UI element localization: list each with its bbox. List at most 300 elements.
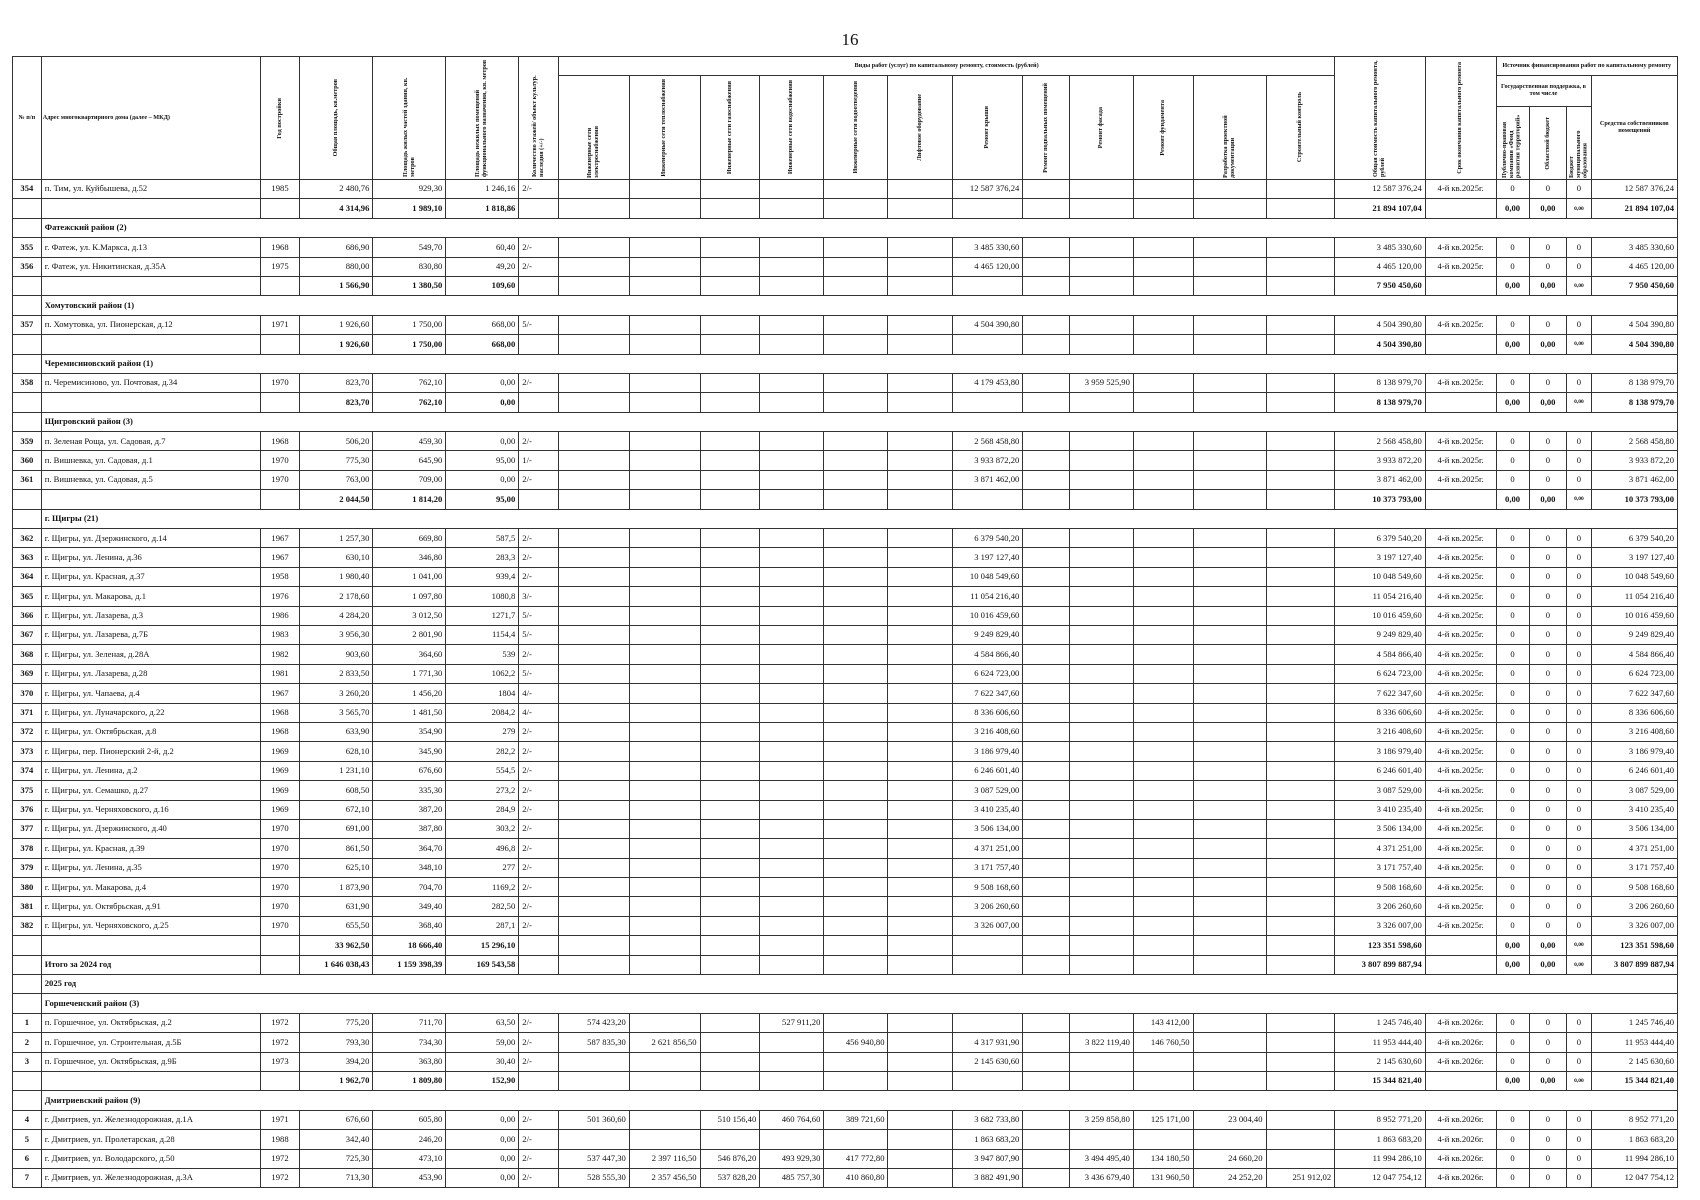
cell-num: 360 <box>13 451 42 470</box>
cell-num: 358 <box>13 373 42 392</box>
cell-living-area: 1 750,00 <box>373 335 446 354</box>
cell-total-area: 33 962,50 <box>300 936 373 955</box>
cell-w7: 9 249 829,40 <box>952 625 1023 644</box>
cell-w8 <box>1023 1168 1069 1187</box>
cell-year: 1985 <box>260 180 300 199</box>
cell-total-cost: 3 506 134,00 <box>1335 819 1426 838</box>
cell-f2: 0 <box>1529 432 1567 451</box>
cell-floors: 2/- <box>519 916 559 935</box>
cell-w10 <box>1133 432 1193 451</box>
cell-w5 <box>824 529 888 548</box>
cell-f4: 3 933 872,20 <box>1591 451 1677 470</box>
cell-w6 <box>888 373 952 392</box>
cell-num: 2 <box>13 1033 42 1052</box>
cell-w1 <box>559 373 630 392</box>
cell-f4: 15 344 821,40 <box>1591 1071 1677 1090</box>
cell-total-cost: 10 016 459,60 <box>1335 606 1426 625</box>
cell-w7: 4 371 251,00 <box>952 839 1023 858</box>
cell-w1 <box>559 916 630 935</box>
cell-floors: 2/- <box>519 180 559 199</box>
col-w7: Ремонт крыши <box>952 76 1023 180</box>
cell-w4 <box>760 1071 824 1090</box>
cell-address: г. Дмитриев, ул. Володарского, д.50 <box>41 1149 260 1168</box>
cell-w10 <box>1133 916 1193 935</box>
cell-f4: 11 994 286,10 <box>1591 1149 1677 1168</box>
cell-total-area: 1 257,30 <box>300 529 373 548</box>
cell-w12 <box>1266 916 1335 935</box>
cell-w5 <box>824 878 888 897</box>
cell-w1 <box>559 276 630 295</box>
cell-year: 1969 <box>260 742 300 761</box>
table-row <box>13 529 1678 548</box>
cell-f2: 0,00 <box>1529 955 1567 974</box>
cell-deadline <box>1425 1071 1496 1090</box>
cell-w8 <box>1023 916 1069 935</box>
cell-w4 <box>760 587 824 606</box>
cell-w6 <box>888 1033 952 1052</box>
cell-w12 <box>1266 315 1335 334</box>
cell-w8 <box>1023 180 1069 199</box>
cell-floors <box>519 199 559 218</box>
cell-w3 <box>700 897 760 916</box>
cell-total-cost: 3 933 872,20 <box>1335 451 1426 470</box>
cell-w2 <box>629 1052 700 1071</box>
cell-w5: 410 860,80 <box>824 1168 888 1187</box>
cell-w2 <box>629 897 700 916</box>
cell-w7: 3 186 979,40 <box>952 742 1023 761</box>
cell-num: 4 <box>13 1110 42 1129</box>
cell-w5 <box>824 373 888 392</box>
cell-w10 <box>1133 529 1193 548</box>
cell-total-area: 725,30 <box>300 1149 373 1168</box>
works-group-header: Виды работ (услуг) по капитальному ремонту, стоимость (рублей) <box>559 57 1335 76</box>
cell-floors: 3/- <box>519 587 559 606</box>
cell-total-cost: 8 336 606,60 <box>1335 703 1426 722</box>
cell-w1 <box>559 199 630 218</box>
cell-nonres-area: 0,00 <box>446 393 519 412</box>
cell-w1: 501 360,60 <box>559 1110 630 1129</box>
cell-f4: 8 138 979,70 <box>1591 373 1677 392</box>
col-f1: Публично-правовая компания «Фонд развития территорий» <box>1496 107 1529 180</box>
cell-w10 <box>1133 470 1193 489</box>
cell-w11: 24 252,20 <box>1193 1168 1266 1187</box>
cell-w10 <box>1133 1130 1193 1149</box>
cell-address: п. Вишневка, ул. Садовая, д.1 <box>41 451 260 470</box>
cell-w3 <box>700 858 760 877</box>
cell-num: 377 <box>13 819 42 838</box>
cell-w10: 131 960,50 <box>1133 1168 1193 1187</box>
cell-f1: 0 <box>1496 1110 1529 1129</box>
cell-total-cost: 12 587 376,24 <box>1335 180 1426 199</box>
cell-f2: 0 <box>1529 916 1567 935</box>
cell-w11 <box>1193 878 1266 897</box>
cell-w10 <box>1133 839 1193 858</box>
cell-w5 <box>824 490 888 509</box>
cell-f1: 0 <box>1496 180 1529 199</box>
cell-living-area: 549,70 <box>373 238 446 257</box>
cell-w1 <box>559 664 630 683</box>
cell-f3: 0,00 <box>1567 199 1591 218</box>
cell-year: 1967 <box>260 548 300 567</box>
cell-total-area: 672,10 <box>300 800 373 819</box>
cell-w12 <box>1266 393 1335 412</box>
cell-total-cost: 2 145 630,60 <box>1335 1052 1426 1071</box>
cell-deadline: 4-й кв.2025г. <box>1425 606 1496 625</box>
cell-w2 <box>629 819 700 838</box>
table-row <box>13 567 1678 586</box>
cell-w12 <box>1266 781 1335 800</box>
cell-w5 <box>824 761 888 780</box>
cell-floors: 2/- <box>519 761 559 780</box>
cell-num: 356 <box>13 257 42 276</box>
cell-f3: 0 <box>1567 722 1591 741</box>
cell-deadline <box>1425 393 1496 412</box>
table-row <box>13 722 1678 741</box>
cell-num: 379 <box>13 858 42 877</box>
cell-w6 <box>888 393 952 412</box>
cell-w4 <box>760 625 824 644</box>
cell-floors: 2/- <box>519 781 559 800</box>
col-nonres-area: Площадь нежилых помещений функционального назначения, кв. метров <box>446 57 519 180</box>
cell-year: 1983 <box>260 625 300 644</box>
cell-num: 380 <box>13 878 42 897</box>
cell-f3: 0 <box>1567 1130 1591 1149</box>
cell-f2: 0,00 <box>1529 276 1567 295</box>
table-row <box>13 432 1678 451</box>
cell-f2: 0,00 <box>1529 490 1567 509</box>
cell-w8 <box>1023 742 1069 761</box>
cell-total-cost: 10 373 793,00 <box>1335 490 1426 509</box>
cell-living-area: 453,90 <box>373 1168 446 1187</box>
cell-total-area: 2 833,50 <box>300 664 373 683</box>
cell-w1 <box>559 955 630 974</box>
cell-w10 <box>1133 819 1193 838</box>
col-w5: Инженерные сети водоотведения <box>824 76 888 180</box>
cell-w12 <box>1266 858 1335 877</box>
cell-nonres-area: 0,00 <box>446 373 519 392</box>
cell-f4: 2 568 458,80 <box>1591 432 1677 451</box>
cell-w11 <box>1193 470 1266 489</box>
cell-w10: 125 171,00 <box>1133 1110 1193 1129</box>
cell-num: 354 <box>13 180 42 199</box>
cell-w5 <box>824 916 888 935</box>
cell-floors: 2/- <box>519 839 559 858</box>
cell-w5 <box>824 645 888 664</box>
cell-f1: 0,00 <box>1496 276 1529 295</box>
cell-w8 <box>1023 1052 1069 1071</box>
cell-nonres-area: 0,00 <box>446 432 519 451</box>
cell-w2 <box>629 703 700 722</box>
cell-address: п. Вишневка, ул. Садовая, д.5 <box>41 470 260 489</box>
cell-total-area: 394,20 <box>300 1052 373 1071</box>
cell-w1 <box>559 470 630 489</box>
cell-w4: 485 757,30 <box>760 1168 824 1187</box>
cell-f1: 0,00 <box>1496 1071 1529 1090</box>
cell-w9 <box>1069 180 1133 199</box>
cell-living-area: 363,80 <box>373 1052 446 1071</box>
cell-w1 <box>559 490 630 509</box>
cell-w1 <box>559 1130 630 1149</box>
cell-living-area: 762,10 <box>373 393 446 412</box>
cell-total-area: 903,60 <box>300 645 373 664</box>
cell-w6 <box>888 276 952 295</box>
cell-w7: 3 216 408,60 <box>952 722 1023 741</box>
cell-f2: 0 <box>1529 878 1567 897</box>
cell-w10 <box>1133 238 1193 257</box>
cell-f2: 0 <box>1529 606 1567 625</box>
cell-w6 <box>888 955 952 974</box>
cell-deadline: 4-й кв.2025г. <box>1425 548 1496 567</box>
col-w3: Инженерные сети газоснабжения <box>700 76 760 180</box>
cell-living-area: 1 456,20 <box>373 684 446 703</box>
cell-w4 <box>760 257 824 276</box>
cell-nonres-area: 277 <box>446 858 519 877</box>
cell-w11 <box>1193 1013 1266 1032</box>
cell-floors: 2/- <box>519 238 559 257</box>
cell-address: г. Дмитриев, ул. Железнодорожная, д.3А <box>41 1168 260 1187</box>
cell-nonres-area: 283,3 <box>446 548 519 567</box>
cell-w10 <box>1133 257 1193 276</box>
cell-f1: 0 <box>1496 432 1529 451</box>
cell-w7: 1 863 683,20 <box>952 1130 1023 1149</box>
cell-living-area: 1 809,80 <box>373 1071 446 1090</box>
cell-w7: 2 145 630,60 <box>952 1052 1023 1071</box>
section-header-row <box>13 218 1678 237</box>
table-row <box>13 606 1678 625</box>
cell-f4: 6 624 723,00 <box>1591 664 1677 683</box>
cell-f2: 0 <box>1529 470 1567 489</box>
cell-year: 1969 <box>260 781 300 800</box>
cell-total-area: 3 260,20 <box>300 684 373 703</box>
cell-w12 <box>1266 1149 1335 1168</box>
cell-f1: 0 <box>1496 1130 1529 1149</box>
cell-w2 <box>629 761 700 780</box>
cell-w9 <box>1069 1130 1133 1149</box>
cell-w4 <box>760 1130 824 1149</box>
table-row <box>13 1013 1678 1032</box>
cell-w2 <box>629 548 700 567</box>
cell-w10 <box>1133 451 1193 470</box>
table-row <box>13 238 1678 257</box>
cell-address: п. Горшечное, ул. Строительная, д.5Б <box>41 1033 260 1052</box>
cell-living-area: 1 814,20 <box>373 490 446 509</box>
cell-w6 <box>888 703 952 722</box>
cell-f2: 0 <box>1529 722 1567 741</box>
cell-f4: 3 216 408,60 <box>1591 722 1677 741</box>
cell-w4: 460 764,60 <box>760 1110 824 1129</box>
cell-f1: 0 <box>1496 761 1529 780</box>
cell-w8 <box>1023 567 1069 586</box>
section-header-row <box>13 1091 1678 1110</box>
cell-w1 <box>559 606 630 625</box>
cell-w3 <box>700 432 760 451</box>
cell-address: г. Щигры, ул. Дзержинского, д.14 <box>41 529 260 548</box>
cell-w9 <box>1069 451 1133 470</box>
cell-w6 <box>888 625 952 644</box>
cell-w3 <box>700 800 760 819</box>
cell-w10 <box>1133 664 1193 683</box>
cell-total-area: 775,20 <box>300 1013 373 1032</box>
cell-deadline: 4-й кв.2025г. <box>1425 257 1496 276</box>
cell-w3 <box>700 1033 760 1052</box>
cell-w12 <box>1266 1033 1335 1052</box>
cell-f2: 0 <box>1529 1130 1567 1149</box>
cell-f3: 0,00 <box>1567 936 1591 955</box>
cell-w6 <box>888 451 952 470</box>
cell-w2 <box>629 180 700 199</box>
cell-w2 <box>629 257 700 276</box>
cell-w4 <box>760 373 824 392</box>
cell-f2: 0 <box>1529 645 1567 664</box>
cell-f1: 0 <box>1496 703 1529 722</box>
cell-total-cost: 8 952 771,20 <box>1335 1110 1426 1129</box>
cell-w8 <box>1023 781 1069 800</box>
cell-w11 <box>1193 587 1266 606</box>
cell-address <box>41 335 260 354</box>
col-address: Адрес многоквартирного дома (далее – МКД) <box>41 57 260 180</box>
cell-w2 <box>629 722 700 741</box>
table-row <box>13 916 1678 935</box>
cell-f4: 4 504 390,80 <box>1591 335 1677 354</box>
cell-w9 <box>1069 742 1133 761</box>
cell-num: 364 <box>13 567 42 586</box>
cell-floors <box>519 936 559 955</box>
cell-nonres-area: 59,00 <box>446 1033 519 1052</box>
cell-nonres-area: 282,50 <box>446 897 519 916</box>
cell-num: 378 <box>13 839 42 858</box>
cell-nonres-area: 109,60 <box>446 276 519 295</box>
cell-num: 368 <box>13 645 42 664</box>
cell-w3: 537 828,20 <box>700 1168 760 1187</box>
cell-w6 <box>888 819 952 838</box>
cell-total-cost: 3 871 462,00 <box>1335 470 1426 489</box>
cell-num <box>13 276 42 295</box>
cell-w2 <box>629 490 700 509</box>
cell-w5 <box>824 393 888 412</box>
cell-w5 <box>824 800 888 819</box>
cell-f2: 0 <box>1529 451 1567 470</box>
cell-w8 <box>1023 1130 1069 1149</box>
cell-w11 <box>1193 645 1266 664</box>
cell-w6 <box>888 180 952 199</box>
cell-total-cost: 3 410 235,40 <box>1335 800 1426 819</box>
cell-total-cost: 3 216 408,60 <box>1335 722 1426 741</box>
cell-w2 <box>629 800 700 819</box>
cell-w1 <box>559 393 630 412</box>
cell-living-area: 704,70 <box>373 878 446 897</box>
cell-f3: 0 <box>1567 1168 1591 1187</box>
cell-f3: 0 <box>1567 897 1591 916</box>
cell-w2 <box>629 742 700 761</box>
cell-f4: 12 047 754,12 <box>1591 1168 1677 1187</box>
cell-num <box>13 936 42 955</box>
cell-w3 <box>700 276 760 295</box>
cell-w3 <box>700 587 760 606</box>
cell-f3: 0 <box>1567 839 1591 858</box>
cell-w7: 3 682 733,80 <box>952 1110 1023 1129</box>
cell-w3 <box>700 490 760 509</box>
cell-w1: 537 447,30 <box>559 1149 630 1168</box>
cell-w5 <box>824 432 888 451</box>
cell-floors: 5/- <box>519 625 559 644</box>
cell-w4 <box>760 781 824 800</box>
capital-repair-table <box>12 56 1678 1188</box>
cell-f4: 3 206 260,60 <box>1591 897 1677 916</box>
cell-w12 <box>1266 548 1335 567</box>
cell-year: 1969 <box>260 800 300 819</box>
cell-total-area: 880,00 <box>300 257 373 276</box>
cell-f3: 0,00 <box>1567 490 1591 509</box>
cell-deadline: 4-й кв.2025г. <box>1425 742 1496 761</box>
cell-w7: 4 504 390,80 <box>952 315 1023 334</box>
cell-w3: 546 876,20 <box>700 1149 760 1168</box>
cell-w2 <box>629 567 700 586</box>
cell-num: 1 <box>13 1013 42 1032</box>
cell-f2: 0 <box>1529 238 1567 257</box>
cell-w2 <box>629 645 700 664</box>
cell-f2: 0 <box>1529 761 1567 780</box>
cell-address: г. Щигры, пер. Пионерский 2-й, д.2 <box>41 742 260 761</box>
cell-f1: 0,00 <box>1496 955 1529 974</box>
cell-f4: 9 508 168,60 <box>1591 878 1677 897</box>
cell-deadline: 4-й кв.2025г. <box>1425 819 1496 838</box>
cell-w10: 134 180,50 <box>1133 1149 1193 1168</box>
cell-address: г. Щигры, ул. Дзержинского, д.40 <box>41 819 260 838</box>
cell-w2: 2 397 116,50 <box>629 1149 700 1168</box>
cell-num: 382 <box>13 916 42 935</box>
cell-deadline: 4-й кв.2025г. <box>1425 839 1496 858</box>
cell-w1: 574 423,20 <box>559 1013 630 1032</box>
cell-deadline: 4-й кв.2026г. <box>1425 1110 1496 1129</box>
cell-deadline: 4-й кв.2025г. <box>1425 315 1496 334</box>
cell-w11 <box>1193 703 1266 722</box>
cell-year: 1970 <box>260 897 300 916</box>
cell-living-area: 18 666,40 <box>373 936 446 955</box>
subtotal-row <box>13 1071 1678 1090</box>
cell-f1: 0,00 <box>1496 335 1529 354</box>
cell-deadline: 4-й кв.2026г. <box>1425 1013 1496 1032</box>
cell-w2 <box>629 936 700 955</box>
cell-w5 <box>824 742 888 761</box>
cell-f1: 0 <box>1496 1168 1529 1187</box>
cell-f3: 0 <box>1567 819 1591 838</box>
cell-f2: 0 <box>1529 1168 1567 1187</box>
cell-nonres-area: 1169,2 <box>446 878 519 897</box>
cell-w2 <box>629 606 700 625</box>
cell-w6 <box>888 238 952 257</box>
col-total-area: Общая площадь, кв.метров <box>300 57 373 180</box>
cell-year: 1975 <box>260 257 300 276</box>
cell-total-cost: 21 894 107,04 <box>1335 199 1426 218</box>
cell-nonres-area: 15 296,10 <box>446 936 519 955</box>
cell-year: 1968 <box>260 432 300 451</box>
cell-w6 <box>888 470 952 489</box>
cell-living-area: 364,60 <box>373 645 446 664</box>
cell-w12 <box>1266 199 1335 218</box>
cell-f3: 0 <box>1567 180 1591 199</box>
cell-nonres-area: 287,1 <box>446 916 519 935</box>
cell-floors: 5/- <box>519 664 559 683</box>
cell-f3: 0 <box>1567 1110 1591 1129</box>
cell-living-area: 364,70 <box>373 839 446 858</box>
cell-w5 <box>824 548 888 567</box>
cell-deadline: 4-й кв.2025г. <box>1425 897 1496 916</box>
cell-w6 <box>888 684 952 703</box>
cell-total-area: 1 231,10 <box>300 761 373 780</box>
cell-f4: 12 587 376,24 <box>1591 180 1677 199</box>
cell-w5 <box>824 722 888 741</box>
col-total-cost: Общая стоимость капитального ремонта, рублей <box>1335 57 1426 180</box>
